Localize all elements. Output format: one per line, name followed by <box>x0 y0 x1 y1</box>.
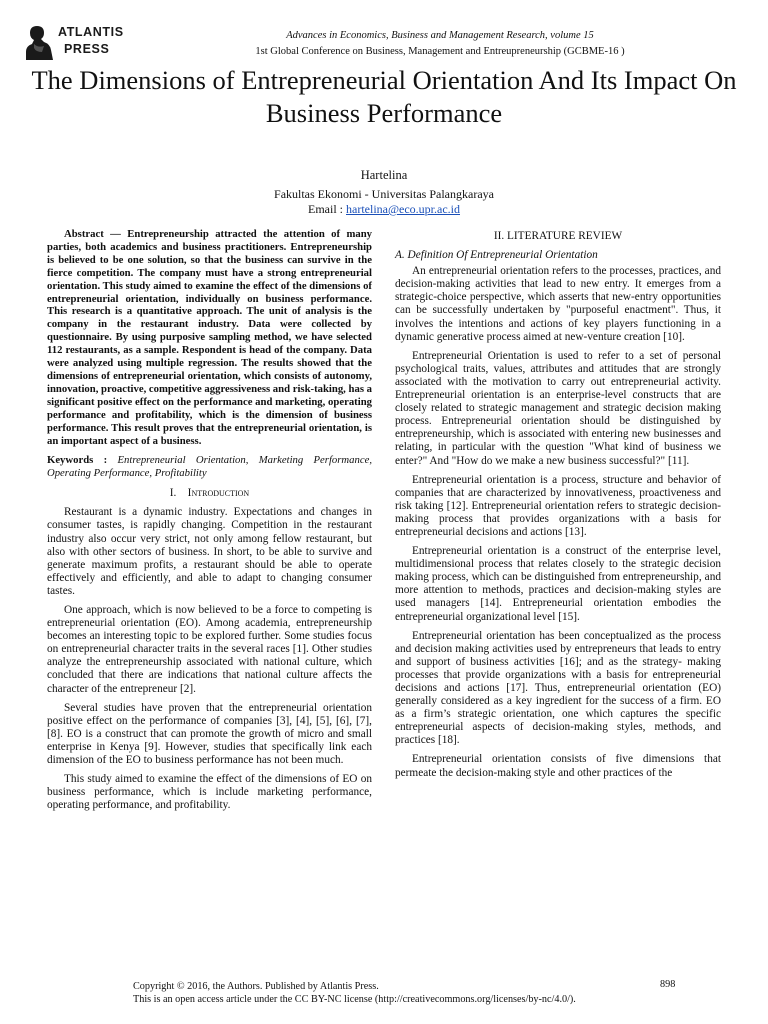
literature-paragraph: An entrepreneurial orientation refers to the processes, practices, and decision-making activities that lead to new entry. It emerges from a strategic-choice perspective, which asserts that new-entry opportunities can be successfully undertaken by "purposeful enactment". Thus, it involves the intentions and actions of key players functioning in a dynamic generative process aimed at new-venture creation [10]. <box>395 265 721 343</box>
thinker-icon <box>20 22 56 62</box>
intro-paragraph: Restaurant is a dynamic industry. Expectations and changes in consumer tastes, is rapidly changing. Competition in the restaurant industry also occur very strict, not only among fellow restaurant, but also with other sectors of business. In short, to be able to survive and generate maximum profits, a restaurant should be able to operate effectively and efficiently, and able to adapt to changing consumer tastes. <box>47 506 372 597</box>
intro-paragraph: Several studies have proven that the entrepreneurial orientation positive effect on the performance of companies [3], [4], [5], [6], [7], [8]. EO is a construct that can promote the growth of micro and small enterprise in Kenya [9]. However, studies that specifically link each dimension of the EO to business performance has not been much. <box>47 701 372 766</box>
email-label: Email : <box>308 202 346 216</box>
author-name: Hartelina <box>360 168 408 182</box>
publisher-name-line1: ATLANTIS <box>58 25 124 39</box>
abstract: Abstract — Entrepreneurship attracted the attention of many parties, both academics and business practitioners. Entrepreneurship is believed to be one solution, so that the business can survive in the fierce competition. The company must have a strong entrepreneurial orientation. This study aimed to examine the effect of the dimensions of entrepreneurial orientation, individually on business performance. This research is a quantitative approach. The unit of analysis is the company in the restaurant industry. Data were collected by questionnaire. By using purposive sampling method, we have selected 112 restaurants, as a sample. Respondent is head of the company. Data were analyzed using multiple regression. The results showed that the dimensions of entrepreneurial orientation, which consists of autonomy, innovation, proactive, competitive aggressiveness and risk-taking, has a significant positive effect on the performance and marketing, operating performance and profitability, which is the dimension of business performance. This result proves that the entrepreneurial orientation, is an important aspect of a business. <box>47 228 372 447</box>
author-affiliation: Fakultas Ekonomi - Universitas Palangkaraya <box>274 187 494 201</box>
page-number: 898 <box>660 979 676 990</box>
paper-title: The Dimensions of Entrepreneurial Orientation And Its Impact On Business Performance <box>31 65 737 128</box>
keywords-text: Entrepreneurial Orientation, Marketing Performance, Operating Performance, Profitability <box>47 454 372 480</box>
license-notice: This is an open access article under the CC BY-NC license (http://creativecommons.org/licenses/by-nc/4.0/). <box>133 994 576 1005</box>
literature-paragraph: Entrepreneurial Orientation is used to refer to a set of personal psychological traits, values, attributes and attitudes that are strongly associated with the motivation to carry out entrepreneurial activity. Entrepreneurial orientation is an enterprise-level constructs that are closely related to strategic management and strategic decision making process. Entrepreneurial orientation should be distinguished by entrepreneurship, which is associated with entering new businesses and relating, in particular with the question "What kind of business we enter?" And "How do we make a new business successful?" [11]. <box>395 349 721 467</box>
conference-name: 1st Global Conference on Business, Management and Entreupreneurship (GCBME-16 ) <box>255 46 625 57</box>
section-title-rest: ntroduction <box>191 487 250 500</box>
section-heading-introduction <box>47 487 372 500</box>
running-header <box>150 28 730 60</box>
section-number: I. <box>169 487 177 500</box>
literature-paragraph: Entrepreneurial orientation consists of five dimensions that permeate the decision-making style and other practices of the <box>395 753 721 779</box>
left-column <box>47 228 372 818</box>
journal-name: Advances in Economics, Business and Management Research, volume 15 <box>286 30 594 41</box>
literature-paragraph: Entrepreneurial orientation has been conceptualized as the process and decision making activities used by entrepreneurs that leads to entry and support of business activities [16]; and as the strategy- making processes that provide organizations with a basis for entrepreneurial decisions and actions [17]. Thus, entrepreneurial orientation (EO) generally considered as a key ingredient for the success of a firm. EO as a firm’s strategic orientation, one which captures the specific entrepreneurial aspects of decision-making styles, methods, and practices [18]. <box>395 629 721 747</box>
page-footer <box>133 980 576 1006</box>
author-block <box>150 168 618 217</box>
copyright-notice: Copyright © 2016, the Authors. Published by Atlantis Press. <box>133 981 379 992</box>
publisher-name <box>58 24 124 58</box>
keywords-label: Keywords : <box>47 454 118 467</box>
intro-paragraph: One approach, which is now believed to be a force to competing is entrepreneurial orientation (EO). Among academia, entrepreneurship becomes an interesting topic to be explored further. Some studies focus on entrepreneurial character traits in the several races [1]. Other studies analyze the entrepreneurship associated with national culture, which concluded that there are indications that national culture affects the character of the entrepreneur [2]. <box>47 603 372 695</box>
publisher-name-line2: PRESS <box>64 42 110 56</box>
section-heading-literature-review: II. LITERATURE REVIEW <box>493 230 623 242</box>
subsection-heading: A. Definition Of Entrepreneurial Orientation <box>395 249 598 262</box>
author-email-line <box>150 202 618 217</box>
keywords <box>47 454 372 480</box>
intro-paragraph: This study aimed to examine the effect of the dimensions of EO on business performance, which is include marketing performance, operating performance, and profitability. <box>47 773 372 812</box>
email-link[interactable]: hartelina@eco.upr.ac.id <box>346 202 460 216</box>
section-title-initial: I <box>187 487 192 500</box>
publisher-logo <box>20 22 140 66</box>
right-column <box>395 228 721 786</box>
literature-paragraph: Entrepreneurial orientation is a construct of the enterprise level, multidimensional process that relates closely to the strategic decision making process, which can be distinguished from entrepreneurship, and more attention to methods, practices and decision-making styles are used managers [14]. Entrepreneurial orientation embodies the entrepreneurial organizational level [15]. <box>395 545 721 623</box>
literature-paragraph: Entrepreneurial orientation is a process, structure and behavior of companies that are characterized by innovativeness, proactiveness and risk taking [12]. Entrepreneurial orientation refers to strategic decision-making process that provides organizations with a basis for entrepreneurial decisions and actions [13]. <box>395 473 721 538</box>
